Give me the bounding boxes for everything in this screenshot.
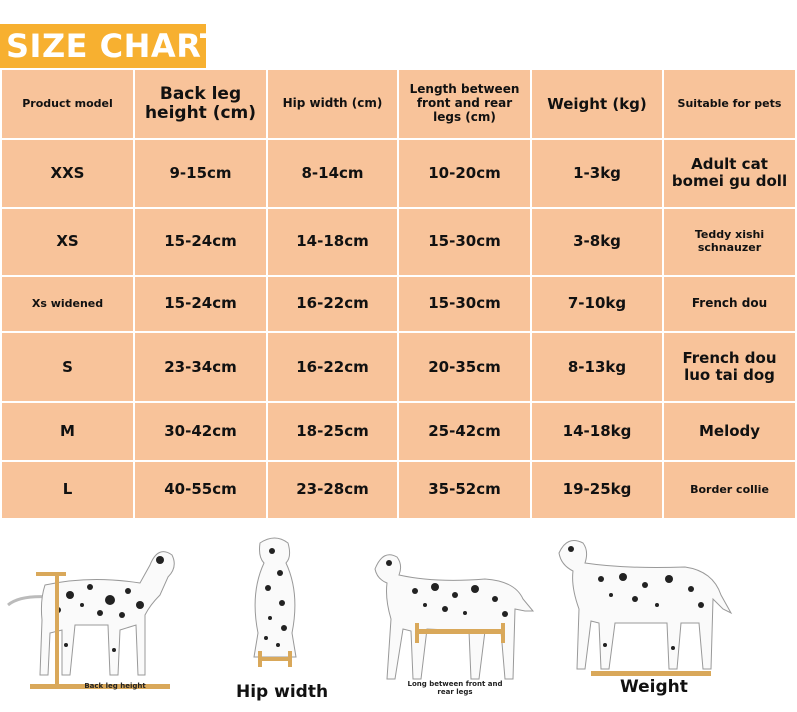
cell-model: M xyxy=(1,402,134,460)
cell-model: XXS xyxy=(1,139,134,207)
header-hip-width: Hip width (cm) xyxy=(267,69,398,139)
cell-length: 10-20cm xyxy=(398,139,531,207)
dalmatian-rear-icon xyxy=(230,533,320,673)
cell-hip: 16-22cm xyxy=(267,332,398,402)
weight-caption: Weight xyxy=(620,677,688,697)
cell-back-leg: 23-34cm xyxy=(134,332,267,402)
cell-weight: 14-18kg xyxy=(531,402,663,460)
measurement-illustrations xyxy=(0,525,735,712)
dalmatian-walking-icon xyxy=(355,539,540,689)
cell-length: 15-30cm xyxy=(398,276,531,332)
table-row xyxy=(1,461,796,519)
cell-length: 35-52cm xyxy=(398,461,531,519)
header-back-leg-height: Back leg height (cm) xyxy=(134,69,267,139)
table-row xyxy=(1,276,796,332)
cell-back-leg: 9-15cm xyxy=(134,139,267,207)
cell-weight: 8-13kg xyxy=(531,332,663,402)
table-row xyxy=(1,208,796,276)
leg-length-caption: Long between front and rear legs xyxy=(407,680,503,696)
cell-hip: 14-18cm xyxy=(267,208,398,276)
cell-back-leg: 15-24cm xyxy=(134,208,267,276)
cell-pets: Adult cat bomei gu doll xyxy=(663,139,796,207)
table-row xyxy=(1,402,796,460)
table-header-row xyxy=(1,69,796,139)
header-weight: Weight (kg) xyxy=(531,69,663,139)
cell-pets: Teddy xishi schnauzer xyxy=(663,208,796,276)
cell-length: 15-30cm xyxy=(398,208,531,276)
cell-back-leg: 40-55cm xyxy=(134,461,267,519)
back-leg-caption: Back leg height xyxy=(84,682,146,690)
header-leg-length: Length between front and rear legs (cm) xyxy=(398,69,531,139)
cell-pets: Melody xyxy=(663,402,796,460)
cell-length: 25-42cm xyxy=(398,402,531,460)
cell-model: Xs widened xyxy=(1,276,134,332)
table-row xyxy=(1,332,796,402)
size-chart-table xyxy=(0,68,797,520)
cell-pets: French dou luo tai dog xyxy=(663,332,796,402)
cell-length: 20-35cm xyxy=(398,332,531,402)
cell-model: XS xyxy=(1,208,134,276)
cell-hip: 16-22cm xyxy=(267,276,398,332)
cell-back-leg: 30-42cm xyxy=(134,402,267,460)
table-row xyxy=(1,139,796,207)
hip-width-caption: Hip width xyxy=(236,682,329,702)
page-title: SIZE CHART xyxy=(6,27,223,65)
cell-hip: 23-28cm xyxy=(267,461,398,519)
cell-weight: 7-10kg xyxy=(531,276,663,332)
header-suitable-pets: Suitable for pets xyxy=(663,69,796,139)
cell-model: L xyxy=(1,461,134,519)
dalmatian-side-icon xyxy=(0,525,185,695)
cell-pets: French dou xyxy=(663,276,796,332)
cell-pets: Border collie xyxy=(663,461,796,519)
cell-weight: 19-25kg xyxy=(531,461,663,519)
cell-model: S xyxy=(1,332,134,402)
cell-back-leg: 15-24cm xyxy=(134,276,267,332)
cell-hip: 8-14cm xyxy=(267,139,398,207)
dalmatian-standing-icon xyxy=(545,533,735,683)
cell-weight: 3-8kg xyxy=(531,208,663,276)
header-product-model: Product model xyxy=(1,69,134,139)
cell-hip: 18-25cm xyxy=(267,402,398,460)
cell-weight: 1-3kg xyxy=(531,139,663,207)
